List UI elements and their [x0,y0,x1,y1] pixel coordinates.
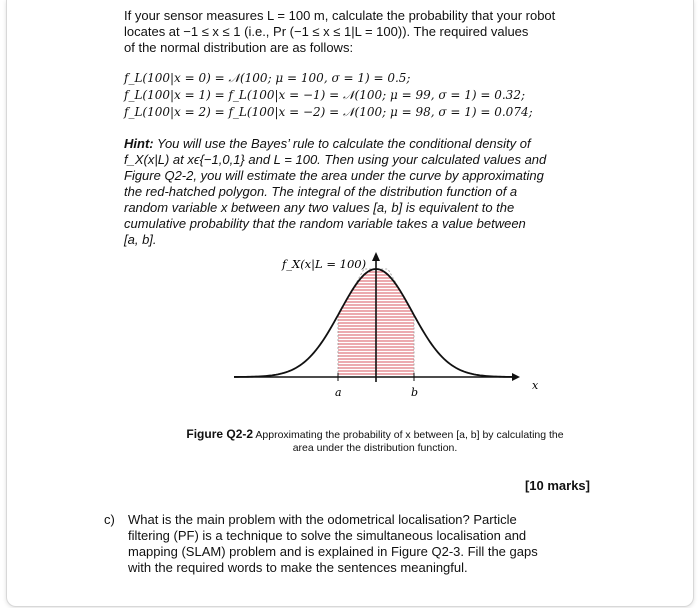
hint-line-6: cumulative probability that the random variable takes a value between [124,216,526,231]
question-c-body [128,512,594,576]
question-c-line-2: filtering (PF) is a technique to solve the simultaneous localisation and [128,528,527,543]
caption-figure-number: Figure Q2-2 [186,427,254,441]
hint-line-7: [a, b]. [124,232,157,247]
intro-line-2: locates at −1 ≤ x ≤ 1 (i.e., Pr (−1 ≤ x ≤ 1|L = 100)). The required values [124,24,529,39]
hint-line-5: random variable x between any two values [a, b] is equivalent to the [124,200,515,215]
hint-text-1: You will use the Bayes’ rule to calculate the conditional density of [157,136,531,151]
tick-b-label: b [411,386,419,399]
y-axis-arrow [372,252,380,261]
x-axis-label: x [532,379,539,392]
figure-caption [120,428,630,455]
intro-line-3: of the normal distribution are as follows: [124,40,354,55]
hint-line-3: Figure Q2-2, you will estimate the area under the curve by approximating [124,168,544,183]
y-axis-label: f_X(x|L = 100) [282,257,367,271]
equation-1: f_L(100|x = 0) = 𝒩(100; μ = 100, σ = 1) = 0.5; [124,71,411,85]
hint-line-4: the red-hatched polygon. The integral of the distribution function of a [124,184,518,199]
hint-label: Hint: [124,136,154,151]
question-c-label: c) [104,512,115,527]
question-c-line-1: What is the main problem with the odometrical localisation? Particle [128,512,517,527]
caption-line-1 [120,428,630,442]
tick-a-label: a [335,386,342,399]
question-c-line-4: with the required words to make the sentences meaningful. [128,560,468,575]
x-axis-arrow [512,373,520,381]
equation-3: f_L(100|x = 2) = f_L(100|x = −2) = 𝒩(100; μ = 98, σ = 1) = 0.074; [124,105,533,119]
caption-text-1: Approximating the probability of x between [a, b] by calculating the [253,429,564,441]
hint-line-2: f_X(x|L) at xϵ{−1,0,1} and L = 100. Then using your calculated values and [124,152,547,167]
hint-line-1 [124,136,531,152]
distribution-figure [220,244,540,412]
caption-line-2: area under the distribution function. [292,442,458,454]
marks-label: [10 marks] [524,478,590,493]
equation-2: f_L(100|x = 1) = f_L(100|x = −1) = 𝒩(100; μ = 99, σ = 1) = 0.32; [124,88,525,102]
intro-line-1: If your sensor measures L = 100 m, calculate the probability that your robot [124,8,556,23]
question-c-line-3: mapping (SLAM) problem and is explained in Figure Q2-3. Fill the gaps [128,544,538,559]
